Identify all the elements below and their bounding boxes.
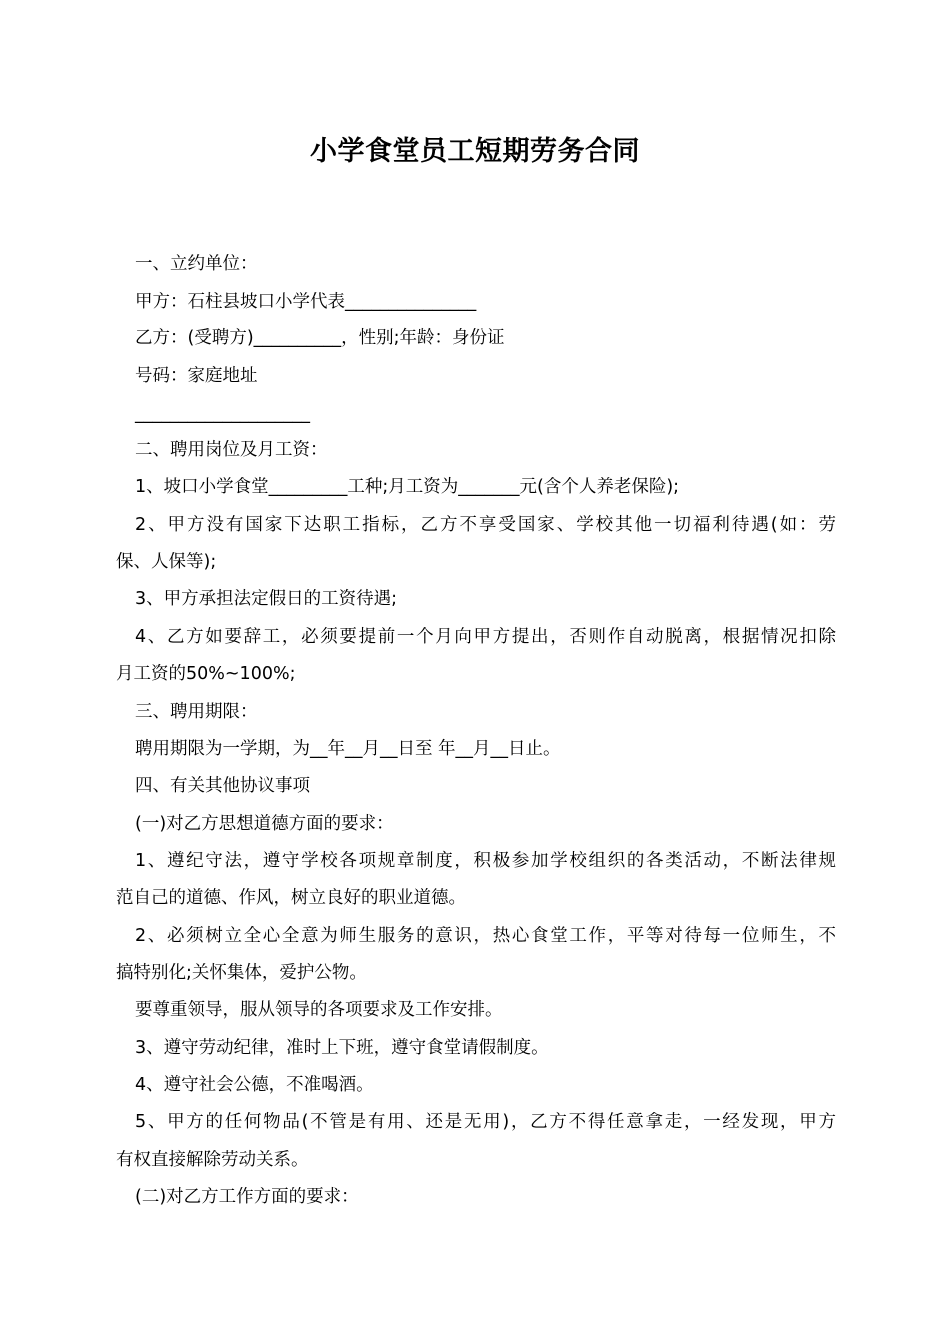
address-blank-line: ____________________ <box>135 404 310 424</box>
term-clause: 聘用期限为一学期，为__年__月__日至 年__月__日止。 <box>135 739 561 759</box>
ethics-clause-1-line-1: 1、遵纪守法，遵守学校各项规章制度，积极参加学校组织的各类活动，不断法律规 <box>135 851 836 871</box>
document-title: 小学食堂员工短期劳务合同 <box>310 136 640 167</box>
subsection-heading-work: (二)对乙方工作方面的要求： <box>135 1187 359 1207</box>
clause-2-2-line-1: 2、甲方没有国家下达职工指标，乙方不享受国家、学校其他一切福利待遇(如：劳 <box>135 515 836 535</box>
party-a-line: 甲方：石柱县坡口小学代表_______________ <box>135 292 477 312</box>
ethics-clause-5-line-2: 有权直接解除劳动关系。 <box>116 1150 309 1170</box>
party-b-line: 乙方：(受聘方)__________，性别;年龄：身份证 <box>135 328 505 348</box>
clause-2-3: 3、甲方承担法定假日的工资待遇; <box>135 589 398 609</box>
clause-2-1: 1、坡口小学食堂_________工种;月工资为_______元(含个人养老保险); <box>135 477 680 497</box>
section-heading-position-salary: 二、聘用岗位及月工资： <box>135 440 328 460</box>
section-heading-term: 三、聘用期限： <box>135 702 258 722</box>
ethics-clause-4: 4、遵守社会公德，不准喝酒。 <box>135 1075 374 1095</box>
clause-2-4-line-2: 月工资的50%~100%; <box>116 664 296 684</box>
ethics-clause-1-line-2: 范自己的道德、作风，树立良好的职业道德。 <box>116 888 466 908</box>
ethics-clause-2-line-2: 搞特别化;关怀集体，爱护公物。 <box>116 963 367 983</box>
section-heading-parties: 一、立约单位： <box>135 254 258 274</box>
ethics-clause-respect: 要尊重领导，服从领导的各项要求及工作安排。 <box>135 1000 503 1020</box>
clause-2-4-line-1: 4、乙方如要辞工，必须要提前一个月向甲方提出，否则作自动脱离，根据情况扣除 <box>135 627 836 647</box>
party-b-address-line: 号码：家庭地址 <box>135 366 258 386</box>
subsection-heading-ethics: (一)对乙方思想道德方面的要求： <box>135 814 394 834</box>
ethics-clause-3: 3、遵守劳动纪律，准时上下班，遵守食堂请假制度。 <box>135 1038 549 1058</box>
ethics-clause-2-line-1: 2、必须树立全心全意为师生服务的意识，热心食堂工作，平等对待每一位师生，不 <box>135 926 836 946</box>
section-heading-other: 四、有关其他协议事项 <box>135 776 310 796</box>
ethics-clause-5-line-1: 5、甲方的任何物品(不管是有用、还是无用)，乙方不得任意拿走，一经发现，甲方 <box>135 1112 836 1132</box>
clause-2-2-line-2: 保、人保等); <box>116 552 217 572</box>
